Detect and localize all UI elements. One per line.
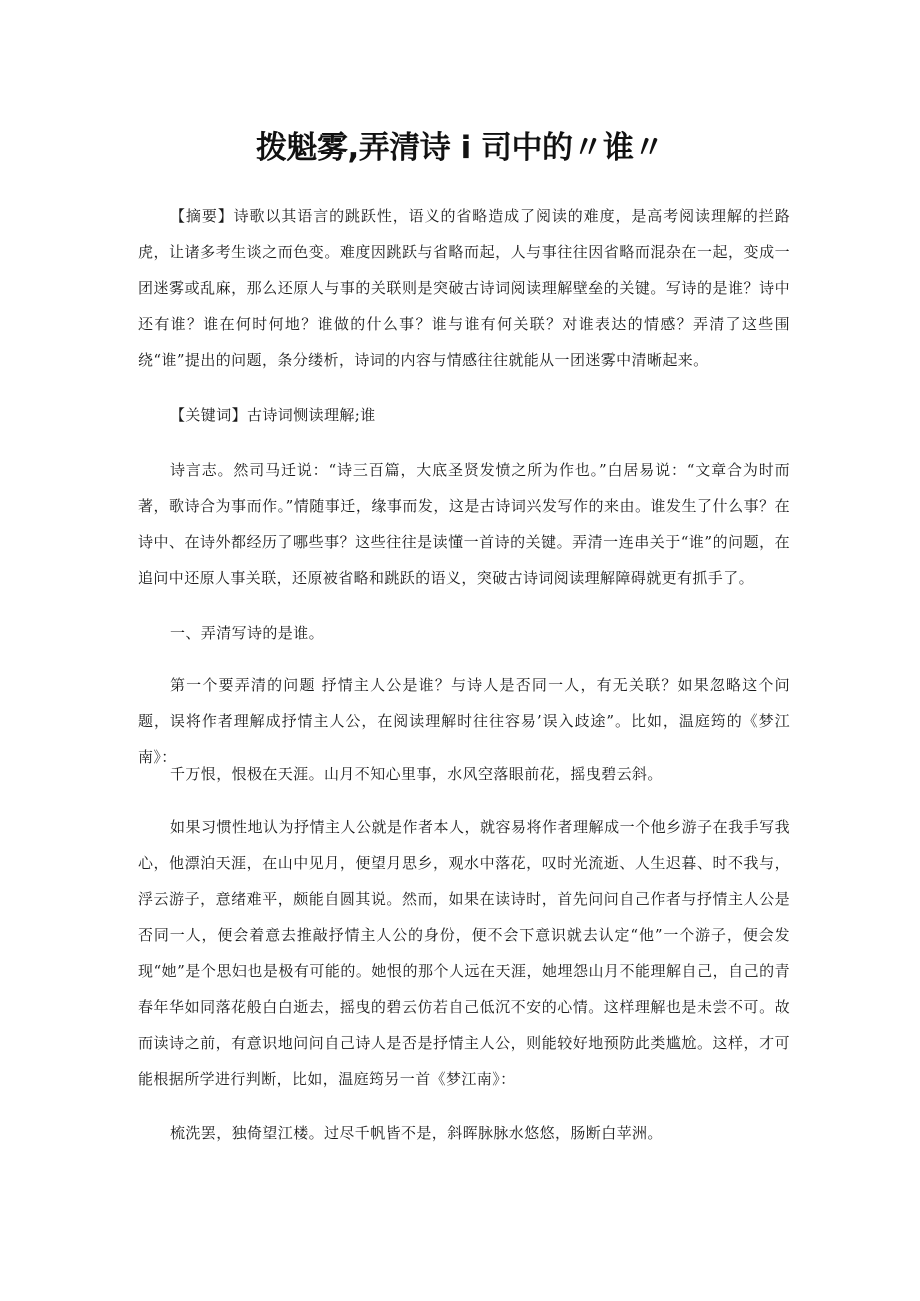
poem-quote-2: 梳洗罢，独倚望江楼。过尽千帆皆不是，斜晖脉脉水悠悠，肠断白苹洲。 <box>170 1124 663 1142</box>
section1-paragraph-2: 如果习惯性地认为抒情主人公就是作者本人，就容易将作者理解成一个他乡游子在我手写我心，他漂泊天涯，在山中见月，便望月思乡，观水中落花，叹时光流逝、人生迟暮、时不我与，浮云游子，意绪难平，颇能自圆其说。然而，如果在读诗时，首先问问自己作者与抒情主人公是否同一人，便会着意去推敲抒情主人公的身份，便不会下意识就去认定“他”一个游子，便会发现“她”是个思妇也是极有可能的。她恨的那个人远在天涯，她埋怨山月不能理解自己，自己的青春年华如同落花般白白逝去，摇曳的碧云仿若自己低沉不安的心情。这样理解也是未尝不可。故而读诗之前，有意识地问问自己诗人是否是抒情主人公，则能较好地预防此类尴尬。这样，才可能根据所学进行判断，比如，温庭筠另一首《梦江南》： <box>138 818 790 1088</box>
abstract-paragraph: 【摘要】诗歌以其语言的跳跃性，语义的省略造成了阅读的难度，是高考阅读理解的拦路虎，让诸多考生谈之而色变。难度因跳跃与省略而起，人与事往往因省略而混杂在一起，变成一团迷雾或乱麻，那么还原人与事的关联则是突破古诗词阅读理解壁垒的关键。写诗的是谁？诗中还有谁？谁在何时何地？谁做的什么事？谁与谁有何关联？对谁表达的情感？弄清了这些围绕“谁”提出的问题，条分缕析，诗词的内容与情感往往就能从一团迷雾中清晰起来。 <box>138 207 790 369</box>
page-title: 拨魁雾,弄清诗 i 司中的〃谁〃 <box>256 130 664 166</box>
keywords-line: 【关键词】古诗词恻读理解;谁 <box>170 406 376 424</box>
section1-paragraph-1: 第一个要弄清的问题 抒情主人公是谁？与诗人是否同一人，有无关联？如果忽略这个问题，误将作者理解成抒情主人公，在阅读理解时往往容易’误入歧途”。比如，温庭筠的《梦江南》： <box>138 676 790 766</box>
section-heading-1: 一、弄清写诗的是谁。 <box>170 624 325 642</box>
poem-quote-1: 千万恨，恨极在天涯。山月不知心里事，水风空落眼前花，摇曳碧云斜。 <box>170 765 663 783</box>
intro-paragraph: 诗言志。然司马迁说：“诗三百篇，大底圣贤发愤之所为作也。”白居易说：“文章合为时而著，歌诗合为事而作。”情随事迁，缘事而发，这是古诗词兴发写作的来由。谁发生了什么事？在诗中、在诗外都经历了哪些事？这些往往是读懂一首诗的关键。弄清一连串关于“谁”的问题，在追问中还原人事关联，还原被省略和跳跃的语义，突破古诗词阅读理解障碍就更有抓手了。 <box>138 461 790 587</box>
